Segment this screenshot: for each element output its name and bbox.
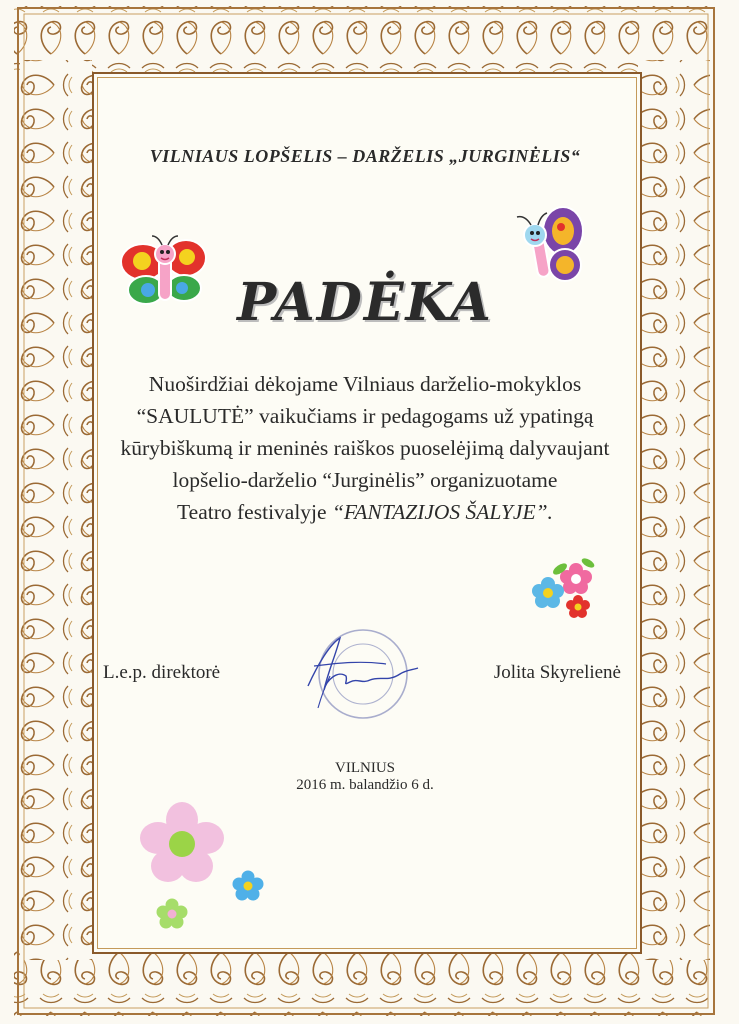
message-line-2: “SAULUTĖ” vaikučiams ir pedagogams už ypatingą <box>136 404 594 428</box>
message-line-4: lopšelio-darželio “Jurginėlis” organizuotame <box>172 468 558 492</box>
message-line-5: Teatro festivalyje “FANTAZIJOS ŠALYJE”. <box>177 500 553 524</box>
thanks-message <box>100 368 630 528</box>
signer-role: L.e.p. direktorė <box>103 662 221 683</box>
certificate-title: PADĖKA <box>237 272 493 333</box>
flower-stickers-icon <box>134 800 274 940</box>
message-line-1: Nuoširdžiai dėkojame Vilniaus darželio-mokyklos <box>148 372 582 396</box>
flower-cluster-icon <box>522 555 598 625</box>
institution-heading: VILNIAUS LOPŠELIS – DARŽELIS „JURGINĖLIS“ <box>149 146 581 166</box>
issue-city: VILNIUS <box>335 760 395 776</box>
stamp-and-signature <box>288 624 428 724</box>
festival-name: “FANTAZIJOS ŠALYJE”. <box>331 500 553 524</box>
message-line-3: kūrybiškumą ir meninės raiškos puoselėjimą dalyvaujant <box>120 436 610 460</box>
signer-name: Jolita Skyrelienė <box>493 662 621 683</box>
issue-date: 2016 m. balandžio 6 d. <box>296 777 434 793</box>
